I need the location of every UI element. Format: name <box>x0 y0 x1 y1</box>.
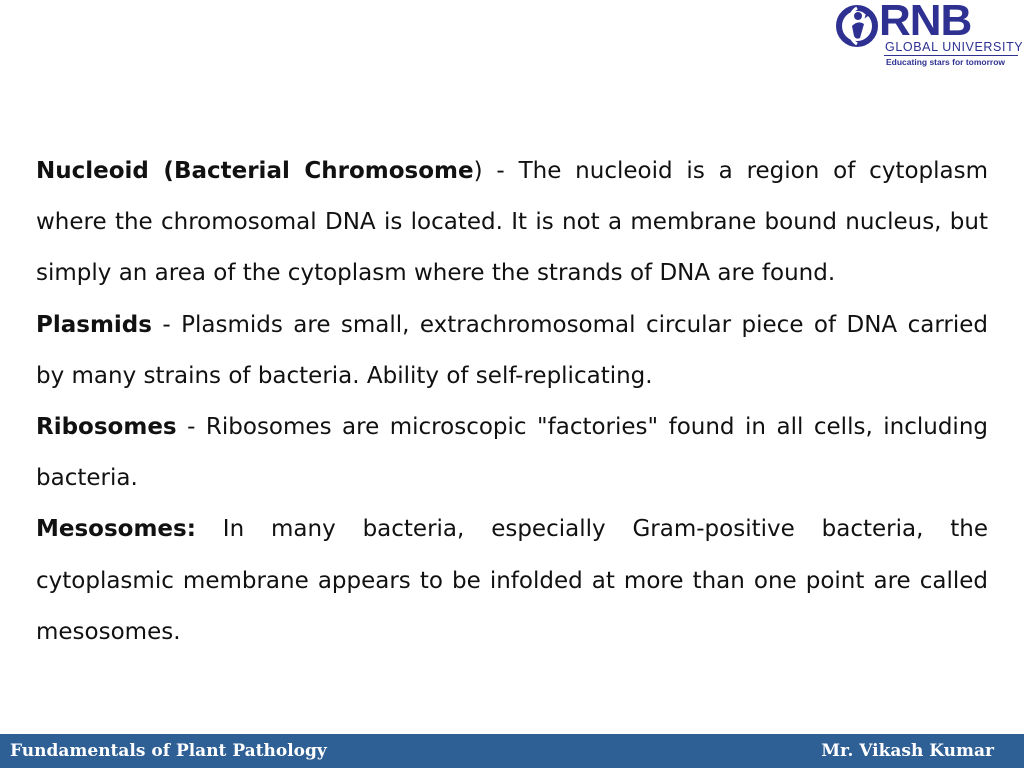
term-ribosomes: Ribosomes <box>36 414 177 441</box>
paragraph-nucleoid <box>36 146 988 300</box>
logo-tagline: Educating stars for tomorrow <box>886 57 1006 67</box>
university-logo <box>834 0 1024 72</box>
logo-divider <box>884 55 1018 56</box>
paragraph-plasmids <box>36 300 988 402</box>
footer-bar <box>0 734 1024 768</box>
rnb-emblem-icon <box>834 2 880 48</box>
definition-nucleoid: ) - The nucleoid is a region of cytoplasm where the chromosomal DNA is located. It is not a membrane bound nucleus, but simply an area of the cytoplasm where the strands of DNA are found. <box>36 158 988 287</box>
term-nucleoid: Nucleoid (Bacterial Chromosome <box>36 158 474 184</box>
paragraph-mesosomes <box>36 504 988 658</box>
footer-author: Mr. Vikash Kumar <box>821 741 994 761</box>
slide-body <box>36 146 988 658</box>
definition-mesosomes: In many bacteria, especially Gram-positive bacteria, the cytoplasmic membrane appears to be infolded at more than one point are called mesosomes. <box>36 516 988 645</box>
definition-ribosomes: - Ribosomes are microscopic "factories" found in all cells, including bacteria. <box>36 414 988 492</box>
term-plasmids: Plasmids <box>36 311 152 338</box>
logo-subtitle: GLOBAL UNIVERSITY <box>885 40 1024 54</box>
definition-plasmids: - Plasmids are small, extrachromosomal circular piece of DNA carried by many strains of bacteria. Ability of self-replicating. <box>36 311 988 389</box>
term-mesosomes: Mesosomes: <box>36 516 196 543</box>
logo-wordmark: RNB <box>879 0 972 45</box>
paragraph-ribosomes <box>36 402 988 504</box>
footer-course-title: Fundamentals of Plant Pathology <box>10 741 327 761</box>
